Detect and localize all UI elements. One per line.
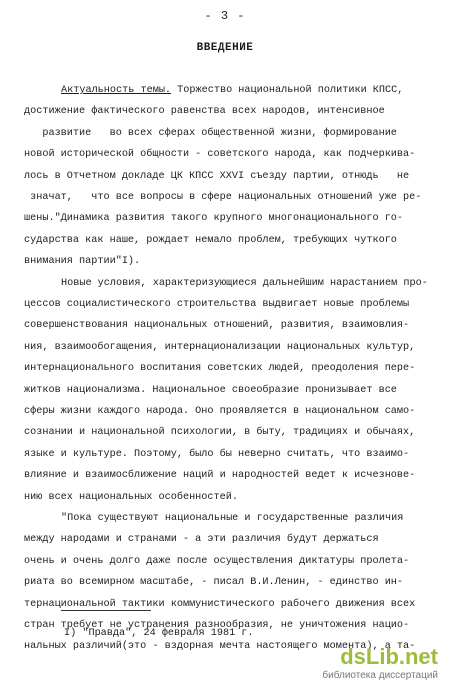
text-line xyxy=(0,491,450,505)
line-text: "Пока существуют национальные и государственные различия xyxy=(61,513,404,524)
text-line xyxy=(0,84,450,98)
text-line xyxy=(0,105,450,119)
line-text: новой исторической общности - советского народа, как подчеркива- xyxy=(24,149,416,161)
line-text: шены."Динамика развития такого крупного многонационального го- xyxy=(24,213,404,225)
line-text: очень и очень долго даже после осуществления диктатуры пролета- xyxy=(24,555,410,567)
text-line xyxy=(0,234,450,248)
text-line xyxy=(0,384,450,398)
line-text: значат, что все вопросы в сфере национальных отношений уже ре- xyxy=(24,192,422,203)
line-text: внимания партии"I). xyxy=(24,256,141,268)
line-text: языке и культуре. Поэтому, было бы неверно считать, что взаимо- xyxy=(24,448,410,460)
line-text: риата во всемирном масштабе, - писал В.И.Ленин, - единство ин- xyxy=(24,577,404,589)
underlined-phrase: Актуальность темы. xyxy=(61,85,172,96)
line-text: влияние и взаимосближение наций и народностей ведет к исчезнове- xyxy=(24,470,416,482)
line-text: интернационального воспитания советских людей, преодоления пере- xyxy=(24,363,416,375)
text-line xyxy=(0,148,450,162)
line-text: ния, взаимообогащения, интернационализации национальных культур, xyxy=(24,341,416,353)
line-text: тернациональной тактики коммунистического рабочего движения всех xyxy=(24,598,416,610)
line-text: сударства как наше, рождает немало проблем, требующих чуткого xyxy=(24,234,397,246)
watermark-subtitle: библиотека диссертаций xyxy=(322,670,438,681)
line-text: цессов социалистического строительства выдвигает новые проблемы xyxy=(24,299,410,310)
line-text: стран требует не устранения разнообразия, не уничтожения нацио- xyxy=(24,620,410,631)
watermark-logo: dsLib.net xyxy=(340,644,438,669)
text-line xyxy=(0,127,450,141)
text-line xyxy=(0,469,450,483)
line-text: совершенствования национальных отношений, развития, взаимовлия- xyxy=(24,320,410,332)
text-line xyxy=(0,255,450,269)
line-text: достижение фактического равенства всех народов, интенсивное xyxy=(24,106,385,118)
footnote: I) "Правда", 24 февраля 1981 г. xyxy=(64,628,254,639)
line-text: нальных различий(это - вздорная мечта настоящего момента), а та- xyxy=(24,641,416,653)
section-heading: ВВЕДЕНИЕ xyxy=(196,42,254,54)
text-line xyxy=(0,405,450,419)
line-text: житков национализма. Национальное своеобразие пронизывает все xyxy=(24,384,397,396)
text-line xyxy=(0,512,450,526)
line-text: нию всех национальных особенностей. xyxy=(24,491,238,503)
text-line xyxy=(0,448,450,462)
watermark xyxy=(322,646,438,681)
line-text: Торжество национальной политики КПСС, xyxy=(171,85,404,96)
text-line xyxy=(0,170,450,184)
line-text: Новые условия, характеризующиеся дальнейшим нарастанием про- xyxy=(61,277,428,289)
line-text: сферы жизни каждого народа. Оно проявляется в национальном само- xyxy=(24,406,416,417)
text-line xyxy=(0,555,450,569)
text-line xyxy=(0,362,450,376)
line-text: сознании и национальной психологии, в быту, традициях и обычаях, xyxy=(24,427,416,439)
page-number: - 3 - xyxy=(204,9,246,23)
text-line xyxy=(0,426,450,440)
line-text: лось в Отчетном докладе ЦК КПСС XXVI съезду партии, отнюдь не xyxy=(24,170,410,182)
text-line xyxy=(0,319,450,333)
text-line xyxy=(0,298,450,312)
text-line xyxy=(0,212,450,226)
line-text: развитие во всех сферах общественной жизни, формирование xyxy=(24,127,397,139)
text-line xyxy=(0,341,450,355)
text-line xyxy=(0,191,450,205)
text-line xyxy=(0,533,450,547)
text-line xyxy=(0,576,450,590)
footnote-divider xyxy=(61,610,151,611)
line-text: между народами и странами - а эти различия будут держаться xyxy=(24,534,379,546)
text-line xyxy=(0,277,450,291)
